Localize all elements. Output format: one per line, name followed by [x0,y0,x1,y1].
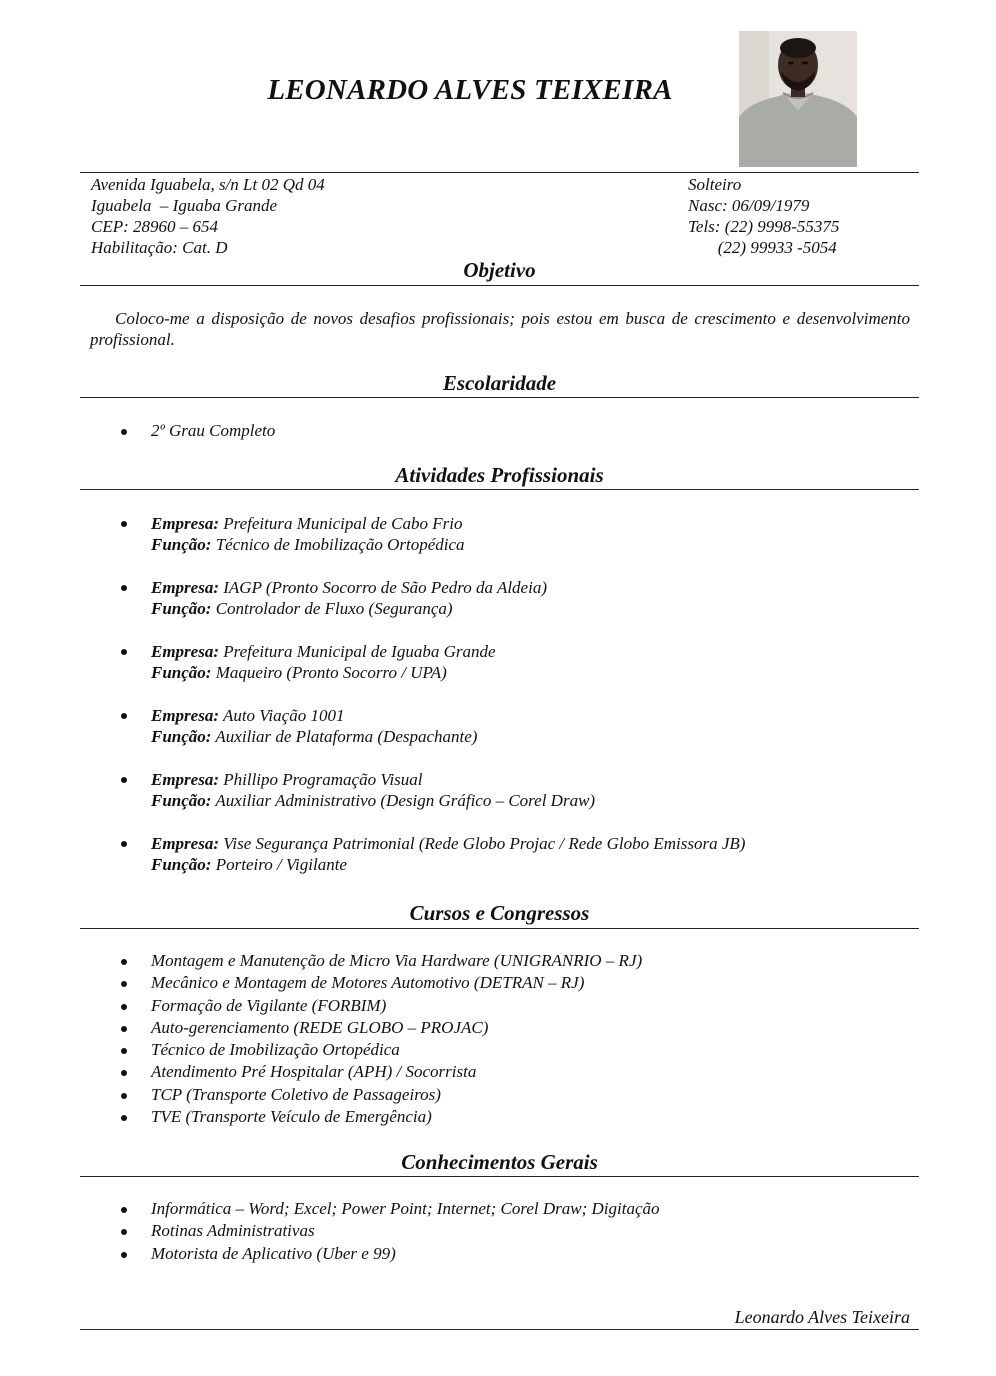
section-divider [80,285,919,286]
list-item [118,1198,660,1220]
role-name: Auxiliar de Plataforma (Despachante) [215,727,478,746]
role-label: Função: [151,599,212,618]
skill-item: Rotinas Administrativas [151,1221,315,1241]
skill-item: Informática – Word; Excel; Power Point; Internet; Corel Draw; Digitação [151,1199,660,1218]
section-title-escolaridade: Escolaridade [442,371,557,395]
role-name: Porteiro / Vigilante [215,855,347,874]
bullet-icon [121,959,127,965]
company-name: Phillipo Programação Visual [223,770,423,789]
role-label: Função: [151,855,212,874]
jobs-list [118,513,745,897]
role-label: Função: [151,727,212,746]
driver-license: Habilitação: Cat. D [91,238,228,257]
section-divider [80,928,919,929]
bullet-icon [121,1004,127,1010]
course-item: TVE (Transporte Veículo de Emergência) [151,1107,432,1127]
section-title-conhecimentos: Conhecimentos Gerais [401,1150,598,1174]
role-name: Técnico de Imobilização Ortopédica [215,535,465,554]
section-title-objetivo: Objetivo [463,258,536,282]
bullet-icon [121,1115,127,1121]
company-name: Prefeitura Municipal de Cabo Frio [223,514,463,533]
company-label: Empresa: [151,642,219,661]
footer-divider [80,1329,919,1330]
address-line: Avenida Iguabela, s/n Lt 02 Qd 04 [91,175,325,194]
company-label: Empresa: [151,706,219,725]
job-entry [118,641,745,683]
list-item [118,1061,642,1083]
person-photo-icon [739,31,857,167]
education-item: 2º Grau Completo [151,421,276,440]
role-label: Função: [151,663,212,682]
company-name: Vise Segurança Patrimonial (Rede Globo Projac / Rede Globo Emissora JB) [223,834,746,853]
course-item: Mecânico e Montagem de Motores Automotivo (DETRAN – RJ) [151,973,585,993]
role-name: Controlador de Fluxo (Segurança) [215,599,453,618]
bullet-icon [121,1207,127,1213]
course-item: Formação de Vigilante (FORBIM) [151,995,387,1015]
course-item: Atendimento Pré Hospitalar (APH) / Socorrista [151,1062,477,1082]
section-divider [80,489,919,490]
bullet-icon [121,841,127,847]
course-item: Técnico de Imobilização Ortopédica [151,1040,400,1060]
profile-photo [739,31,857,167]
bullet-icon [121,585,127,591]
bullet-icon [121,713,127,719]
section-divider [80,397,919,398]
phone-primary: Tels: (22) 9998-55375 [688,217,840,236]
courses-list [118,950,642,1128]
list-item [118,950,642,972]
bullet-icon [121,1070,127,1076]
skills-list [118,1198,660,1265]
job-entry [118,833,745,875]
objective-text: Coloco-me a disposição de novos desafios profissionais; pois estou em busca de crescimento e desenvolvimento profissional. [90,309,910,349]
bullet-icon [121,1093,127,1099]
company-label: Empresa: [151,770,219,789]
list-item [118,972,642,994]
bullet-icon [121,429,127,435]
bullet-icon [121,981,127,987]
company-name: IAGP (Pronto Socorro de São Pedro da Aldeia) [223,578,547,597]
contact-personal-block [688,174,839,258]
signature: Leonardo Alves Teixeira [734,1307,910,1327]
bullet-icon [121,1026,127,1032]
list-item [118,1106,642,1128]
postal-code: CEP: 28960 – 654 [91,217,219,236]
candidate-name: LEONARDO ALVES TEIXEIRA [267,74,673,106]
role-name: Auxiliar Administrativo (Design Gráfico – Corel Draw) [215,791,596,810]
list-item [118,995,642,1017]
education-list [118,420,275,442]
job-entry [118,513,745,555]
list-item [118,1039,642,1061]
header-divider [80,172,919,173]
skill-item: Motorista de Aplicativo (Uber e 99) [151,1243,396,1263]
bullet-icon [121,777,127,783]
neighborhood-city: Iguabela – Iguaba Grande [91,196,278,215]
list-item [118,1017,642,1039]
section-divider [80,1176,919,1177]
course-item: Montagem e Manutenção de Micro Via Hardware (UNIGRANRIO – RJ) [151,951,643,970]
job-entry [118,769,745,811]
list-item [118,1220,660,1242]
bullet-icon [121,1229,127,1235]
bullet-icon [121,1048,127,1054]
company-label: Empresa: [151,834,219,853]
job-entry [118,577,745,619]
company-label: Empresa: [151,578,219,597]
list-item [118,1084,642,1106]
birth-date: Nasc: 06/09/1979 [688,196,810,215]
bullet-icon [121,649,127,655]
contact-address-block [91,174,325,258]
list-item [118,1243,660,1265]
role-label: Função: [151,535,212,554]
role-name: Maqueiro (Pronto Socorro / UPA) [215,663,447,682]
job-entry [118,705,745,747]
role-label: Função: [151,791,212,810]
phone-secondary: (22) 99933 -5054 [688,238,837,257]
company-name: Prefeitura Municipal de Iguaba Grande [223,642,496,661]
company-label: Empresa: [151,514,219,533]
company-name: Auto Viação 1001 [222,706,345,725]
course-item: TCP (Transporte Coletivo de Passageiros) [151,1084,441,1104]
list-item [118,420,275,442]
bullet-icon [121,1252,127,1258]
section-title-cursos: Cursos e Congressos [409,901,590,925]
marital-status: Solteiro [688,175,742,194]
course-item: Auto-gerenciamento (REDE GLOBO – PROJAC) [151,1017,489,1037]
bullet-icon [121,521,127,527]
section-title-atividades: Atividades Profissionais [395,463,604,487]
